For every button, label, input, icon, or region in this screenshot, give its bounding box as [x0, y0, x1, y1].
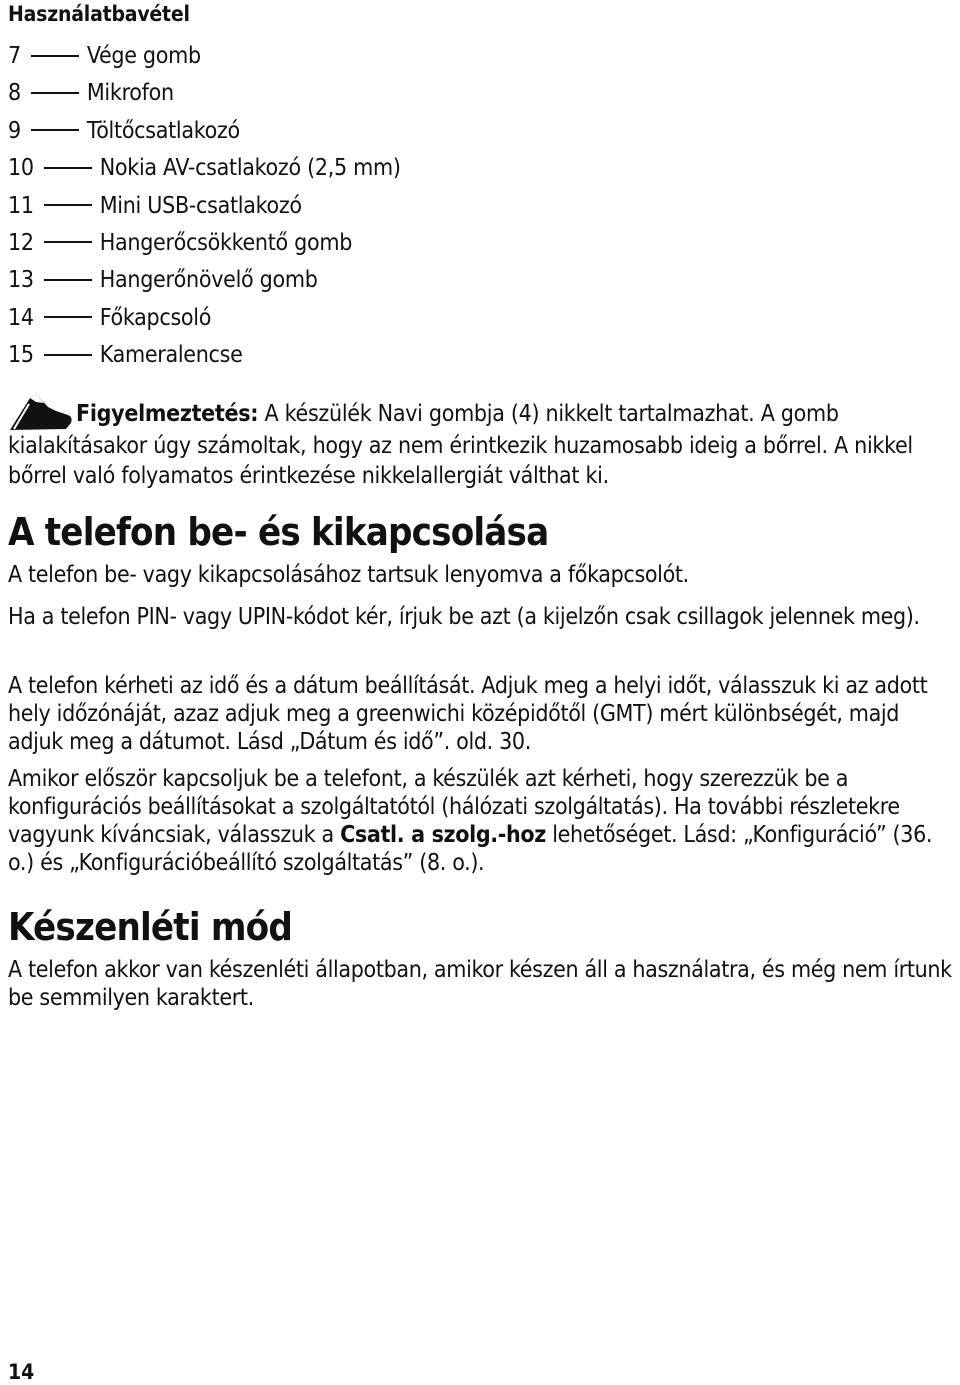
part-number: 12	[8, 229, 34, 256]
part-label: Hangerőcsökkentő gomb	[99, 229, 353, 256]
list-item	[8, 150, 401, 187]
dash-separator	[31, 129, 79, 131]
section-header: Használatbavétel	[8, 2, 190, 26]
part-number: 15	[8, 342, 34, 369]
paragraph-date-time: A telefon kérheti az idő és a dátum beállítását. Adjuk meg a helyi időt, válasszuk ki az adott hely időzónáját, azaz adjuk meg a greenwichi középidőtől (GMT) mért különbségét, majd adjuk meg a dátumot. Lásd „Dátum és idő”. old. 30.	[8, 673, 928, 755]
part-number: 9	[8, 117, 21, 144]
dash-separator	[44, 241, 92, 243]
part-label: Mikrofon	[86, 80, 174, 107]
section-heading-standby: Készenléti mód	[8, 905, 293, 949]
dash-separator	[31, 92, 79, 94]
warning-hand-icon	[8, 393, 74, 431]
list-item	[8, 38, 401, 75]
list-item	[8, 75, 401, 112]
list-item	[8, 188, 401, 225]
list-item	[8, 225, 401, 262]
part-label: Vége gomb	[86, 43, 201, 69]
warning-label: Figyelmeztetés:	[76, 401, 259, 427]
part-number: 14	[8, 304, 34, 331]
paragraph-pin-code: Ha a telefon PIN- vagy UPIN-kódot kér, írjuk be azt (a kijelzőn csak csillagok jelennek meg).	[8, 604, 920, 630]
paragraph-power-button: A telefon be- vagy kikapcsolásához tartsuk lenyomva a főkapcsolót.	[8, 562, 689, 588]
part-label: Töltőcsatlakozó	[86, 117, 240, 144]
list-item	[8, 337, 401, 374]
parts-list	[8, 38, 401, 375]
warning-note	[8, 393, 953, 491]
part-number: 11	[8, 192, 34, 219]
configuration-text-end: lehetőséget. Lásd: „Konfiguráció” (36. o.) és „Konfigurációbeállító szolgáltatás” (8. o.).	[8, 822, 933, 876]
dash-separator	[44, 354, 92, 356]
list-item	[8, 300, 401, 337]
part-number: 8	[8, 80, 21, 107]
part-label: Mini USB-csatlakozó	[99, 192, 302, 219]
menu-option-connect: Csatl. a szolg.-hoz	[340, 822, 546, 848]
warning-text: A készülék Navi gombja (4) nikkelt tartalmazhat. A gomb kialakításakor úgy számoltak, hogy az nem érintkezik huzamosabb ideig a bőrrel. A nikkel bőrrel való folyamatos érintkezése nikkelallergiát válthat ki.	[8, 401, 913, 489]
part-label: Nokia AV-csatlakozó (2,5 mm)	[99, 155, 401, 182]
dash-separator	[31, 55, 79, 57]
part-number: 7	[8, 43, 21, 69]
paragraph-configuration	[8, 765, 958, 877]
dash-separator	[44, 204, 92, 206]
part-label: Főkapcsoló	[99, 304, 212, 331]
list-item	[8, 113, 401, 150]
dash-separator	[44, 167, 92, 169]
dash-separator	[44, 279, 92, 281]
part-number: 13	[8, 267, 34, 294]
page-number: 14	[8, 1360, 35, 1384]
paragraph-standby: A telefon akkor van készenléti állapotban, amikor készen áll a használatra, és még nem írtunk be semmilyen karaktert.	[8, 957, 952, 1011]
part-label: Hangerőnövelő gomb	[99, 267, 318, 294]
part-label: Kameralencse	[99, 342, 243, 369]
configuration-text-start: Amikor először kapcsoljuk be a telefont, a készülék azt kérheti, hogy szerezzük be a konfigurációs beállításokat a szolgáltatótól (hálózati szolgáltatás). Ha további részletekre vagyunk kíváncsiak, válasszuk a	[8, 766, 900, 848]
list-item	[8, 262, 401, 299]
part-number: 10	[8, 155, 34, 182]
section-heading-power: A telefon be- és kikapcsolása	[8, 510, 549, 554]
dash-separator	[44, 316, 92, 318]
